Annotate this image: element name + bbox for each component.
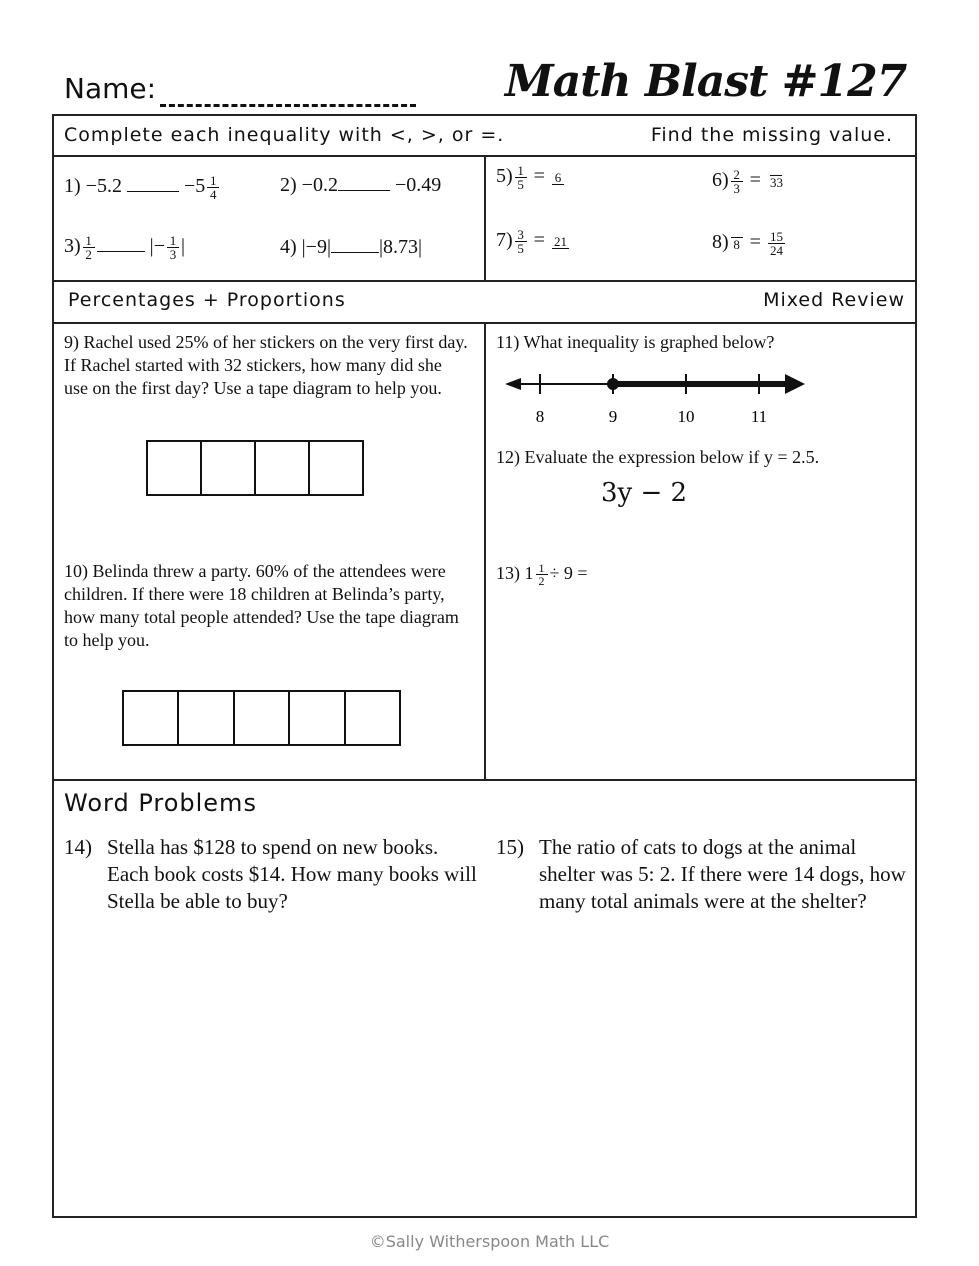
problem-7: 7) $\frac{3}{5}$ = 21 [496, 227, 567, 256]
tape-diagram-10[interactable] [122, 690, 401, 746]
problem-8: 8) 8 = $\frac{15}{24}$ [712, 229, 783, 258]
divider [484, 322, 486, 779]
problem-5: 5) $\frac{1}{5}$ = 6 [496, 164, 566, 191]
answer-blank[interactable] [97, 251, 145, 252]
closed-point [607, 378, 619, 390]
problem-11-text: 11) What inequality is graphed below? [496, 332, 775, 352]
problem-9-text: 9) Rachel used 25% of her stickers on the very first day. If Rachel started with 32 stickers, how many did she use on the first day? Use a tape diagram to help you. [64, 332, 468, 398]
tape-diagram-9[interactable] [146, 440, 364, 496]
tape-cell[interactable] [179, 692, 234, 744]
name-blank-line[interactable] [160, 104, 416, 107]
tape-cell[interactable] [202, 442, 256, 494]
problem-2: 2) −0.2 −0.49 [280, 174, 442, 196]
right-arrow [785, 374, 805, 394]
tick-label: 9 [608, 407, 618, 426]
problem-4: 4) |−9| |8.73| [280, 236, 422, 258]
divider [52, 280, 917, 282]
left-arrow [505, 378, 521, 390]
problem-13: 13) 1 $\frac{1}{2}$ ÷ 9 = [496, 561, 588, 589]
problem-14-label: 14) [64, 835, 92, 859]
mixed-review-section-head: Mixed Review [763, 289, 905, 311]
name-label: Name: [64, 72, 157, 105]
answer-blank[interactable] [331, 252, 379, 253]
tick-label: 11 [750, 407, 768, 426]
tape-cell[interactable] [346, 692, 399, 744]
inequality-section-head: Complete each inequality with <, >, or =. [64, 124, 505, 146]
tape-cell[interactable] [148, 442, 202, 494]
problem-15-label: 15) [496, 835, 524, 859]
problem-3: 3) $\frac{1}{2}$ |− $\frac{1}{3}$ | [64, 233, 185, 262]
word-problems-head: Word Problems [64, 789, 257, 817]
tape-cell[interactable] [124, 692, 179, 744]
tick-label: 8 [535, 407, 545, 426]
problem-15-text: The ratio of cats to dogs at the animal shelter was 5: 2. If there were 14 dogs, how many total animals were at the shelter? [539, 835, 906, 913]
problem-10-text: 10) Belinda threw a party. 60% of the attendees were children. If there were 18 children at Belinda’s party, how many total people attended? Use the tape diagram to help you. [64, 561, 459, 650]
percent-section-head: Percentages + Proportions [68, 289, 346, 311]
expression: 3y − 2 [601, 478, 688, 508]
worksheet-title: Math Blast #127 [505, 56, 907, 107]
tape-cell[interactable] [290, 692, 345, 744]
problem-1: 1) −5.2 −5 $\frac{1}{4}$ [64, 174, 221, 201]
tape-cell[interactable] [310, 442, 362, 494]
divider [484, 155, 486, 280]
copyright-footer: ©Sally Witherspoon Math LLC [369, 1232, 610, 1251]
tape-cell[interactable] [235, 692, 290, 744]
answer-blank[interactable] [338, 190, 390, 191]
divider [52, 779, 917, 781]
missing-value-section-head: Find the missing value. [650, 124, 893, 146]
answer-blank[interactable] [127, 191, 179, 192]
tick-label: 10 [677, 407, 695, 426]
problem-12-text: 12) Evaluate the expression below if y = 2.5. [496, 447, 820, 467]
problem-6: 6) $\frac{2}{3}$ = 33 [712, 167, 783, 196]
problem-14-text: Stella has $128 to spend on new books. Each book costs $14. How many books will Stella be able to buy? [107, 835, 477, 913]
number-line [505, 368, 815, 438]
tape-cell[interactable] [256, 442, 310, 494]
